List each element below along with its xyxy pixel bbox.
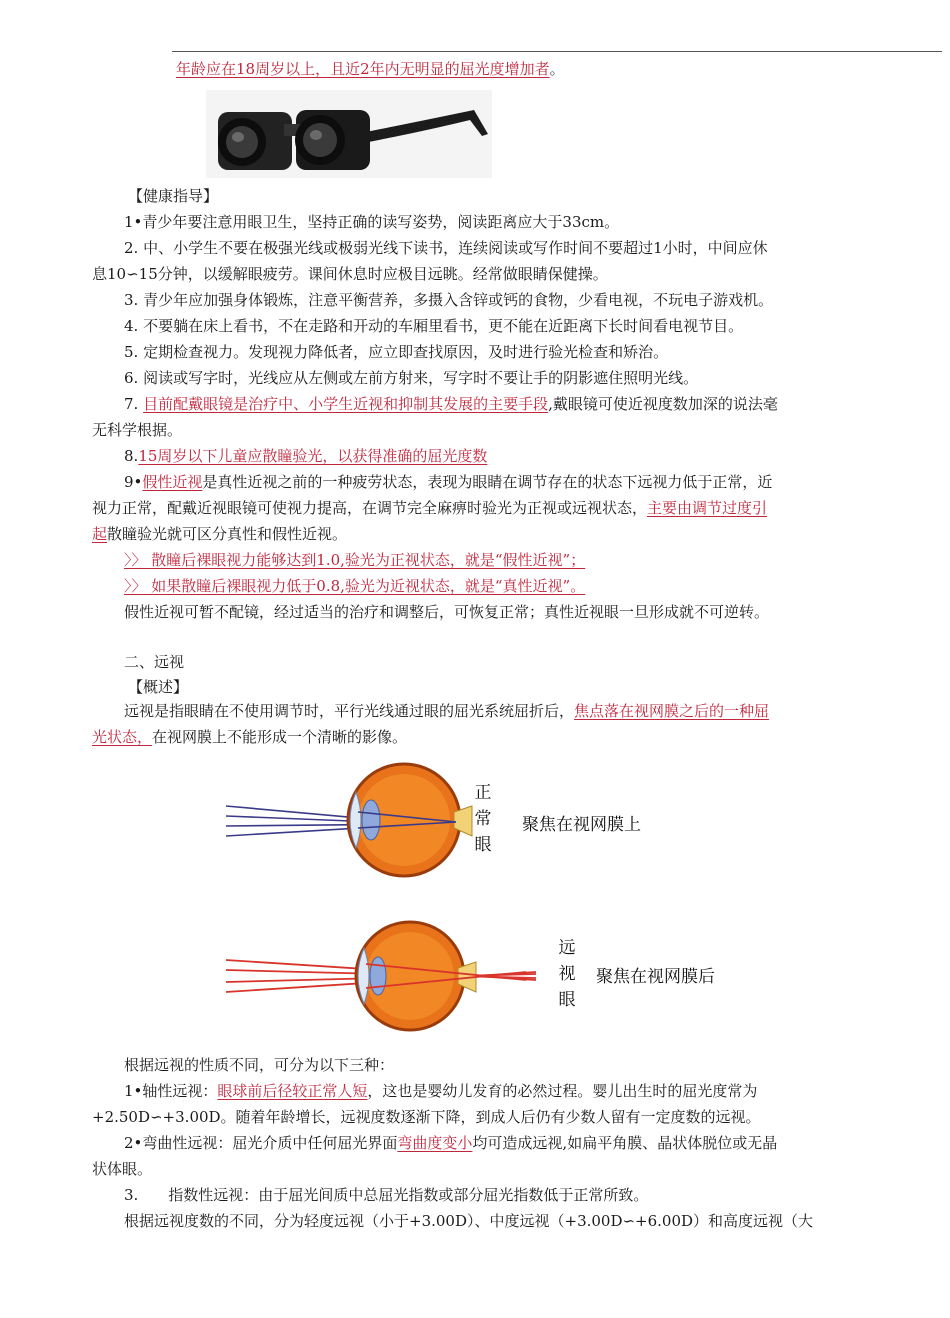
hyperopia-eye-label: 远视眼 (558, 938, 576, 1010)
types-intro: 根据远视的性质不同，可分为以下三种： (124, 1056, 395, 1074)
guide-item-9: 9•假性近视是真性近视之前的一种疲劳状态，表现为眼睛在调节存在的状态下远视力低于正常，近 (124, 473, 773, 491)
normal-eye-caption: 聚焦在视网膜上 (522, 815, 641, 835)
overview-title: 【概述】 (128, 678, 189, 696)
guide-item-7: 7. 目前配戴眼镜是治疗中、小学生近视和抑制其发展的主要手段,戴眼镜可使近视度数加深的说法毫 (124, 395, 778, 413)
guide-item-1: 1•青少年要注意用眼卫生，坚持正确的读写姿势，阅读距离应大于33cm。 (124, 213, 620, 231)
guide-item-7-cont: 无科学根据。 (92, 421, 183, 439)
myopia-summary: 假性近视可暂不配镜，经过适当的治疗和调整后，可恢复正常；真性近视眼一旦形成就不可逆转。 (124, 603, 770, 621)
telescope-glasses-image (206, 90, 492, 178)
guide-item-2: 2. 中、小学生不要在极强光线或极弱光线下读书，连续阅读或写作时间不要超过1小时，中间应休 (124, 239, 768, 257)
true-myopia-bullet: 〉〉 如果散瞳后裸眼视力低于0.8,验光为近视状态，就是“真性近视”。 (124, 577, 586, 595)
guide-item-5: 5. 定期检查视力。发现视力降低者，应立即查找原因，及时进行验光检查和矫治。 (124, 343, 669, 361)
hyperopia-definition: 远视是指眼睛在不使用调节时，平行光线通过眼的屈光系统屈折后，焦点落在视网膜之后的一种屈 (124, 702, 770, 720)
type-axial-cont: +2.50D∽+3.00D。随着年龄增长，远视度数逐渐下降，到成人后仍有少数人留有一定度数的远视。 (92, 1108, 761, 1126)
hyperopia-definition-cont: 光状态，在视网膜上不能形成一个清晰的影像。 (92, 728, 408, 746)
guide-item-8: 8.15周岁以下儿童应散瞳验光，以获得准确的屈光度数 (124, 447, 488, 465)
normal-eye-diagram (226, 762, 476, 880)
header-rule (172, 51, 942, 52)
type-axial: 1•轴性远视：眼球前后径较正常人短，这也是婴幼儿发育的必然过程。婴儿出生时的屈光度常为 (124, 1082, 758, 1100)
type-curvature: 2•弯曲性远视：屈光介质中任何屈光界面弯曲度变小均可造成远视,如扁平角膜、晶状体脱位或无晶 (124, 1134, 778, 1152)
hyperopia-eye-caption: 聚焦在视网膜后 (596, 967, 715, 987)
pseudo-myopia-bullet: 〉〉 散瞳后裸眼视力能够达到1.0,验光为正视状态，就是“假性近视”； (124, 551, 586, 569)
normal-eye-label: 正常眼 (474, 783, 492, 855)
type-curvature-cont: 状体眼。 (92, 1160, 153, 1178)
guide-item-6: 6. 阅读或写字时，光线应从左侧或左前方射来，写字时不要让手的阴影遮住照明光线。 (124, 369, 699, 387)
guide-item-2-cont: 息10∽15分钟，以缓解眼疲劳。课间休息时应极目远眺。经常做眼睛保健操。 (92, 265, 608, 283)
section-title-hyperopia: 二、远视 (124, 653, 185, 671)
type-index: 3. 指数性远视：由于屈光间质中总屈光指数或部分屈光指数低于正常所致。 (124, 1186, 649, 1204)
guide-item-9-cont2: 起散瞳验光就可区分真性和假性近视。 (92, 525, 348, 543)
hyperopia-eye-diagram (226, 916, 546, 1034)
degree-classification: 根据远视度数的不同，分为轻度远视（小于+3.00D）、中度远视（+3.00D∽+6.00D）和高度远视（大 (124, 1212, 814, 1230)
guide-item-4: 4. 不要躺在床上看书，不在走路和开动的车厢里看书，更不能在近距离下长时间看电视节目。 (124, 317, 744, 335)
guide-item-9-cont: 视力正常，配戴近视眼镜可使视力提高，在调节完全麻痹时验光为正视或远视状态，主要由调节过度引 (92, 499, 768, 517)
health-guide-title: 【健康指导】 (128, 187, 219, 205)
intro-line: 年龄应在18周岁以上，且近2年内无明显的屈光度增加者。 (176, 60, 565, 78)
guide-item-3: 3. 青少年应加强身体锻炼，注意平衡营养，多摄入含锌或钙的食物，少看电视，不玩电子游戏机。 (124, 291, 774, 309)
